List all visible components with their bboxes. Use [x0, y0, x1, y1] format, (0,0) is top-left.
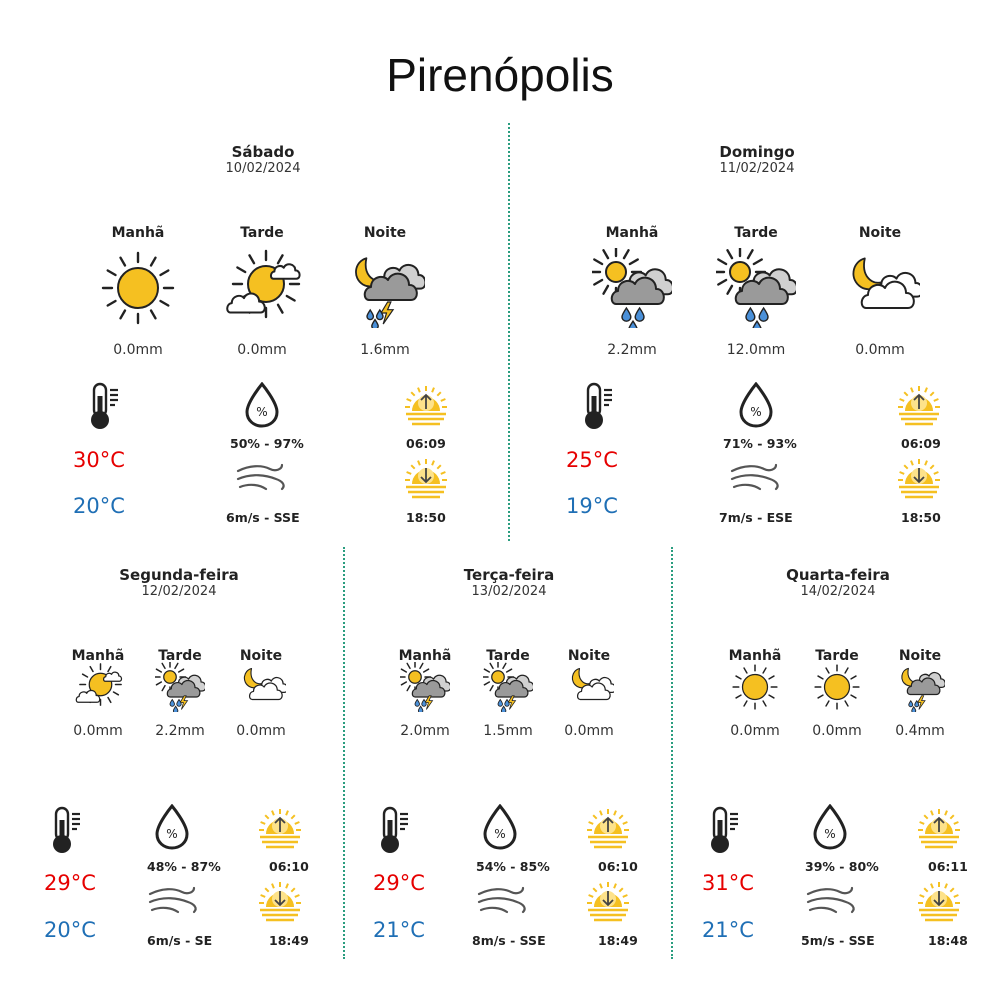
sunrise-icon — [897, 383, 941, 431]
wind-icon — [730, 459, 782, 499]
sunset-icon — [404, 456, 448, 504]
wind-icon — [477, 882, 529, 922]
sunset-time: 18:49 — [598, 933, 638, 948]
sunset-icon — [917, 879, 961, 927]
period-label: Noite — [898, 648, 942, 664]
sunrise-time: 06:10 — [269, 859, 309, 874]
wind-speed: 8m/s - SSE — [472, 933, 546, 948]
sun-storm-icon — [483, 662, 533, 716]
rain-amount: 1.6mm — [360, 342, 410, 358]
divider-bottom-right — [671, 547, 673, 959]
humidity-icon — [244, 382, 280, 432]
temp-max: 29°C — [373, 871, 425, 895]
rain-amount: 12.0mm — [726, 342, 786, 358]
sunrise-icon — [404, 383, 448, 431]
thermometer-icon — [702, 806, 742, 860]
divider-top — [508, 123, 510, 541]
day-date: 10/02/2024 — [225, 161, 301, 176]
day-name: Segunda-feira — [119, 566, 239, 584]
sun-cloud-icon — [222, 248, 302, 332]
sunrise-icon — [258, 806, 302, 854]
sunrise-icon — [917, 806, 961, 854]
humidity-icon — [812, 804, 848, 854]
svg-text:%: % — [166, 827, 178, 841]
rain-amount: 2.2mm — [155, 723, 205, 739]
rain-amount: 2.0mm — [400, 723, 450, 739]
sun-icon — [812, 662, 862, 716]
day-name: Sábado — [231, 143, 295, 161]
rain-amount: 0.0mm — [730, 723, 780, 739]
period-label: Manhã — [605, 225, 659, 241]
period-label: Manhã — [71, 648, 125, 664]
sunset-time: 18:48 — [928, 933, 968, 948]
sunset-icon — [897, 456, 941, 504]
temp-min: 21°C — [702, 918, 754, 942]
rain-amount: 0.0mm — [73, 723, 123, 739]
period-label: Tarde — [815, 648, 859, 664]
day-date: 13/02/2024 — [471, 584, 547, 599]
moon-storm-icon — [345, 248, 425, 332]
period-label: Noite — [858, 225, 902, 241]
sunrise-time: 06:09 — [901, 436, 941, 451]
rain-amount: 0.0mm — [564, 723, 614, 739]
period-label: Manhã — [398, 648, 452, 664]
humidity-icon — [738, 382, 774, 432]
sunset-time: 18:50 — [406, 510, 446, 525]
humidity-range: 71% - 93% — [723, 436, 797, 451]
period-label: Tarde — [486, 648, 530, 664]
period-label: Tarde — [240, 225, 284, 241]
temp-min: 20°C — [73, 494, 125, 518]
rain-amount: 0.0mm — [236, 723, 286, 739]
wind-speed: 6m/s - SE — [147, 933, 213, 948]
divider-bottom-left — [343, 547, 345, 959]
rain-amount: 2.2mm — [607, 342, 657, 358]
day-date: 11/02/2024 — [719, 161, 795, 176]
sun-icon — [730, 662, 780, 716]
thermometer-icon — [82, 382, 122, 436]
day-name: Quarta-feira — [786, 566, 890, 584]
wind-speed: 5m/s - SSE — [801, 933, 875, 948]
rain-amount: 0.0mm — [237, 342, 287, 358]
period-label: Noite — [363, 225, 407, 241]
rain-amount: 0.0mm — [113, 342, 163, 358]
rain-amount: 1.5mm — [483, 723, 533, 739]
thermometer-icon — [576, 382, 616, 436]
wind-icon — [236, 459, 288, 499]
moon-storm-icon — [895, 662, 945, 716]
moon-cloud-icon — [564, 662, 614, 716]
temp-max: 29°C — [44, 871, 96, 895]
day-date: 14/02/2024 — [800, 584, 876, 599]
wind-icon — [806, 882, 858, 922]
day-name: Domingo — [719, 143, 795, 161]
temp-min: 19°C — [566, 494, 618, 518]
humidity-icon — [482, 804, 518, 854]
temp-min: 20°C — [44, 918, 96, 942]
sunrise-time: 06:10 — [598, 859, 638, 874]
sunset-time: 18:49 — [269, 933, 309, 948]
period-label: Noite — [239, 648, 283, 664]
thermometer-icon — [44, 806, 84, 860]
period-label: Tarde — [158, 648, 202, 664]
wind-speed: 6m/s - SSE — [226, 510, 300, 525]
sunset-time: 18:50 — [901, 510, 941, 525]
humidity-icon — [154, 804, 190, 854]
wind-speed: 7m/s - ESE — [719, 510, 793, 525]
moon-cloud-icon — [840, 248, 920, 332]
temp-max: 31°C — [702, 871, 754, 895]
svg-text:%: % — [494, 827, 506, 841]
svg-text:%: % — [824, 827, 836, 841]
rain-amount: 0.4mm — [895, 723, 945, 739]
rain-amount: 0.0mm — [812, 723, 862, 739]
temp-min: 21°C — [373, 918, 425, 942]
sunset-icon — [586, 879, 630, 927]
sun-storm-icon — [400, 662, 450, 716]
sun-rain-cloud-icon — [716, 248, 796, 332]
page-title: Pirenópolis — [386, 49, 614, 101]
temp-max: 25°C — [566, 448, 618, 472]
sun-storm-icon — [155, 662, 205, 716]
humidity-range: 54% - 85% — [476, 859, 550, 874]
period-label: Manhã — [111, 225, 165, 241]
humidity-range: 39% - 80% — [805, 859, 879, 874]
temp-max: 30°C — [73, 448, 125, 472]
sun-cloud-icon — [73, 662, 123, 716]
humidity-range: 48% - 87% — [147, 859, 221, 874]
rain-amount: 0.0mm — [855, 342, 905, 358]
svg-text:%: % — [750, 405, 762, 419]
sunrise-icon — [586, 806, 630, 854]
period-label: Tarde — [734, 225, 778, 241]
day-name: Terça-feira — [463, 566, 555, 584]
period-label: Noite — [567, 648, 611, 664]
sunrise-time: 06:09 — [406, 436, 446, 451]
sun-icon — [98, 248, 178, 332]
sunset-icon — [258, 879, 302, 927]
sunrise-time: 06:11 — [928, 859, 968, 874]
moon-cloud-icon — [236, 662, 286, 716]
day-date: 12/02/2024 — [141, 584, 217, 599]
period-label: Manhã — [728, 648, 782, 664]
wind-icon — [148, 882, 200, 922]
humidity-range: 50% - 97% — [230, 436, 304, 451]
sun-rain-cloud-icon — [592, 248, 672, 332]
thermometer-icon — [372, 806, 412, 860]
svg-text:%: % — [256, 405, 268, 419]
